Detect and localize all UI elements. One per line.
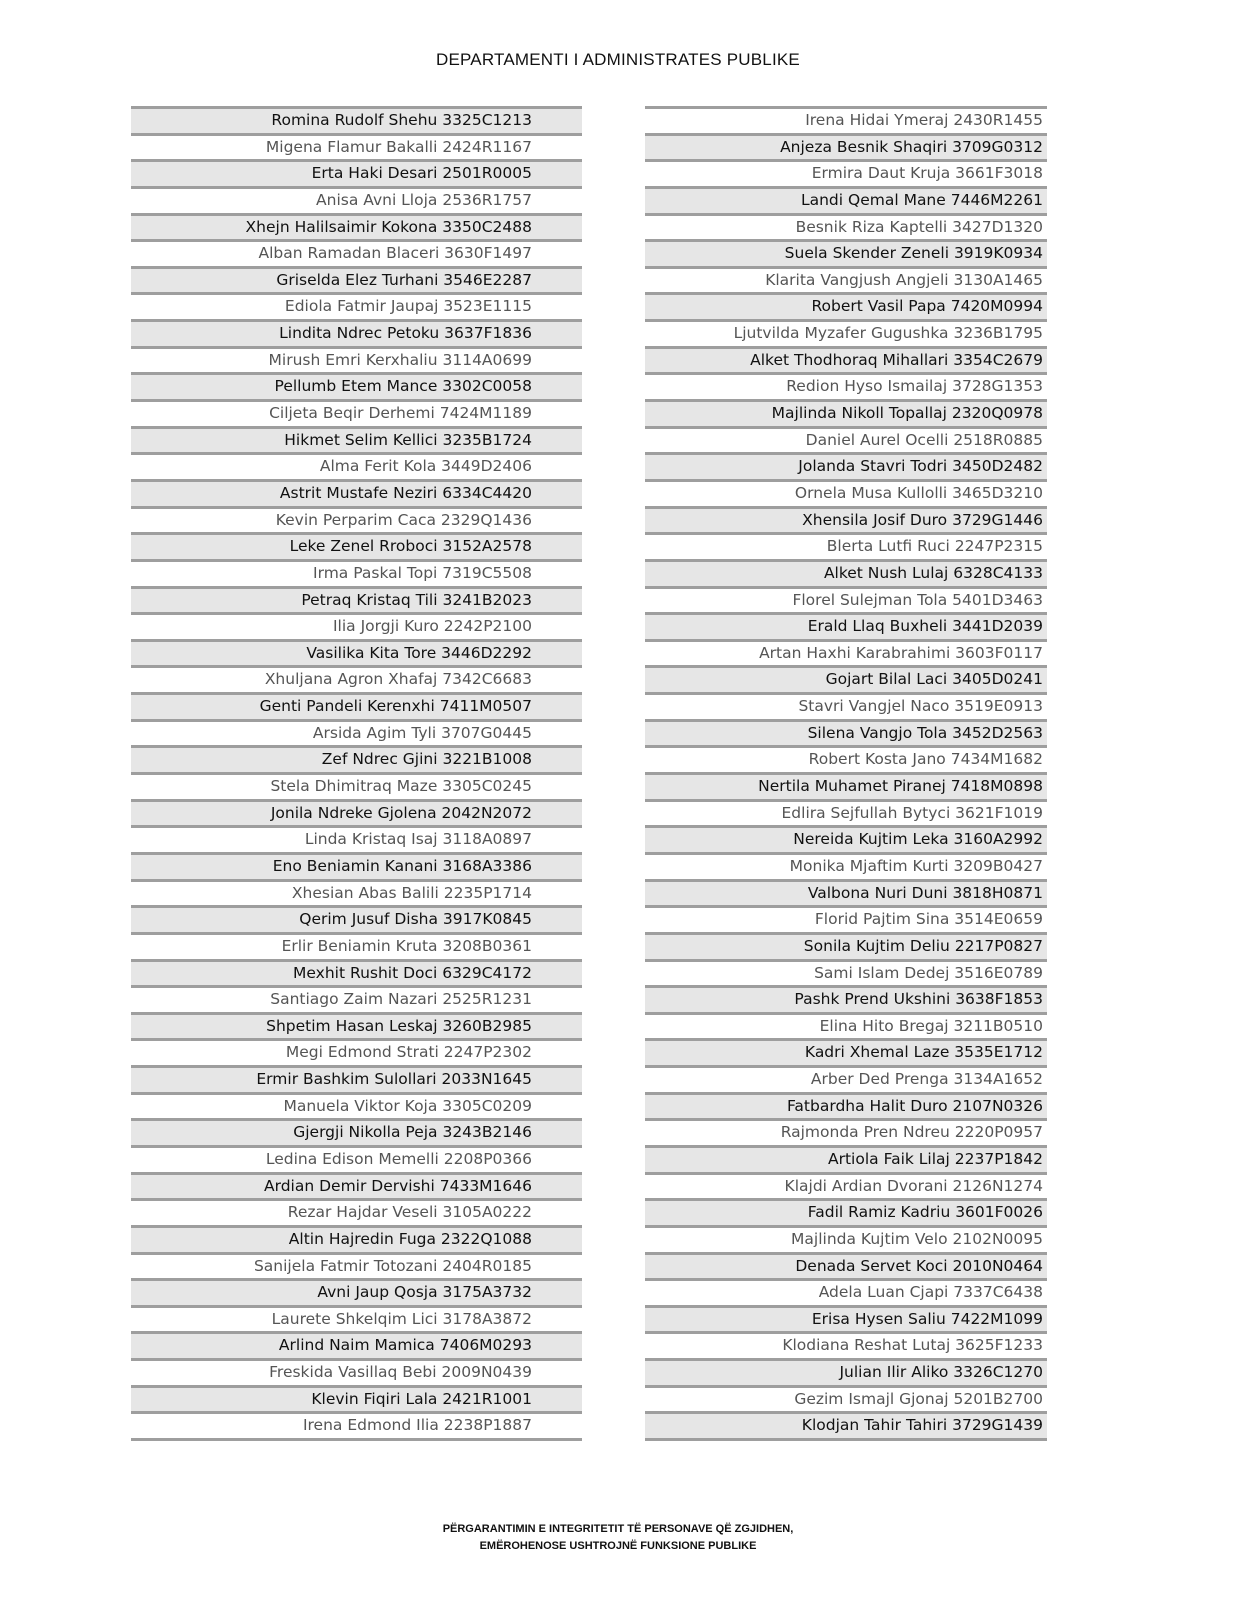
list-item: Altin Hajredin Fuga 2322Q1088 — [131, 1225, 582, 1252]
list-item: Artiola Faik Lilaj 2237P1842 — [645, 1145, 1047, 1172]
list-item: Jonila Ndreke Gjolena 2042N2072 — [131, 799, 582, 826]
list-item: Freskida Vasillaq Bebi 2009N0439 — [131, 1358, 582, 1385]
list-item: Rajmonda Pren Ndreu 2220P0957 — [645, 1118, 1047, 1145]
list-item: Avni Jaup Qosja 3175A3732 — [131, 1278, 582, 1305]
list-item: Ardian Demir Dervishi 7433M1646 — [131, 1172, 582, 1199]
list-item: Rezar Hajdar Veseli 3105A0222 — [131, 1198, 582, 1225]
list-item: Qerim Jusuf Disha 3917K0845 — [131, 905, 582, 932]
footer-line-1: PËRGARANTIMIN E INTEGRITETIT TË PERSONAVE QË ZGJIDHEN, — [442, 1523, 794, 1535]
table-bottom-rule — [131, 1438, 582, 1441]
list-item: Alket Nush Lulaj 6328C4133 — [645, 559, 1047, 586]
list-item: Arsida Agim Tyli 3707G0445 — [131, 719, 582, 746]
list-item: Anjeza Besnik Shaqiri 3709G0312 — [645, 133, 1047, 160]
names-list-right — [645, 106, 1047, 1441]
list-item: Klajdi Ardian Dvorani 2126N1274 — [645, 1172, 1047, 1199]
list-item: Klevin Fiqiri Lala 2421R1001 — [131, 1385, 582, 1412]
list-item: Griselda Elez Turhani 3546E2287 — [131, 266, 582, 293]
list-item: Alma Ferit Kola 3449D2406 — [131, 452, 582, 479]
list-item: Santiago Zaim Nazari 2525R1231 — [131, 985, 582, 1012]
list-item: Blerta Lutfi Ruci 2247P2315 — [645, 532, 1047, 559]
list-item: Adela Luan Cjapi 7337C6438 — [645, 1278, 1047, 1305]
list-item: Irena Edmond Ilia 2238P1887 — [131, 1411, 582, 1438]
list-item: Alket Thodhoraq Mihallari 3354C2679 — [645, 346, 1047, 373]
list-item: Kadri Xhemal Laze 3535E1712 — [645, 1038, 1047, 1065]
list-item: Majlinda Kujtim Velo 2102N0095 — [645, 1225, 1047, 1252]
list-item: Daniel Aurel Ocelli 2518R0885 — [645, 426, 1047, 453]
list-item: Ediola Fatmir Jaupaj 3523E1115 — [131, 292, 582, 319]
list-item: Sanijela Fatmir Totozani 2404R0185 — [131, 1252, 582, 1279]
list-item: Manuela Viktor Koja 3305C0209 — [131, 1092, 582, 1119]
list-item: Erisa Hysen Saliu 7422M1099 — [645, 1305, 1047, 1332]
page-title: DEPARTAMENTI I ADMINISTRATES PUBLIKE — [436, 50, 800, 69]
list-item: Sami Islam Dedej 3516E0789 — [645, 959, 1047, 986]
list-item: Stavri Vangjel Naco 3519E0913 — [645, 692, 1047, 719]
list-item: Besnik Riza Kaptelli 3427D1320 — [645, 213, 1047, 240]
list-item: Xhejn Halilsaimir Kokona 3350C2488 — [131, 213, 582, 240]
list-item: Stela Dhimitraq Maze 3305C0245 — [131, 772, 582, 799]
list-item: Petraq Kristaq Tili 3241B2023 — [131, 586, 582, 613]
list-item: Erald Llaq Buxheli 3441D2039 — [645, 612, 1047, 639]
list-item: Nertila Muhamet Piranej 7418M0898 — [645, 772, 1047, 799]
list-item: Sonila Kujtim Deliu 2217P0827 — [645, 932, 1047, 959]
page-footer — [0, 1521, 1236, 1555]
list-item: Arber Ded Prenga 3134A1652 — [645, 1065, 1047, 1092]
list-item: Irena Hidai Ymeraj 2430R1455 — [645, 106, 1047, 133]
list-item: Mirush Emri Kerxhaliu 3114A0699 — [131, 346, 582, 373]
list-item: Romina Rudolf Shehu 3325C1213 — [131, 106, 582, 133]
list-item: Julian Ilir Aliko 3326C1270 — [645, 1358, 1047, 1385]
list-item: Linda Kristaq Isaj 3118A0897 — [131, 825, 582, 852]
list-item: Erta Haki Desari 2501R0005 — [131, 159, 582, 186]
list-item: Alban Ramadan Blaceri 3630F1497 — [131, 239, 582, 266]
list-item: Vasilika Kita Tore 3446D2292 — [131, 639, 582, 666]
list-item: Ermir Bashkim Sulollari 2033N1645 — [131, 1065, 582, 1092]
list-item: Gjergji Nikolla Peja 3243B2146 — [131, 1118, 582, 1145]
list-item: Shpetim Hasan Leskaj 3260B2985 — [131, 1012, 582, 1039]
list-item: Anisa Avni Lloja 2536R1757 — [131, 186, 582, 213]
list-item: Astrit Mustafe Neziri 6334C4420 — [131, 479, 582, 506]
list-item: Ornela Musa Kullolli 3465D3210 — [645, 479, 1047, 506]
list-item: Edlira Sejfullah Bytyci 3621F1019 — [645, 799, 1047, 826]
list-item: Klarita Vangjush Angjeli 3130A1465 — [645, 266, 1047, 293]
list-item: Elina Hito Bregaj 3211B0510 — [645, 1012, 1047, 1039]
list-item: Fatbardha Halit Duro 2107N0326 — [645, 1092, 1047, 1119]
list-item: Klodjan Tahir Tahiri 3729G1439 — [645, 1411, 1047, 1438]
list-item: Kevin Perparim Caca 2329Q1436 — [131, 506, 582, 533]
list-item: Silena Vangjo Tola 3452D2563 — [645, 719, 1047, 746]
list-item: Monika Mjaftim Kurti 3209B0427 — [645, 852, 1047, 879]
list-item: Florel Sulejman Tola 5401D3463 — [645, 586, 1047, 613]
list-item: Migena Flamur Bakalli 2424R1167 — [131, 133, 582, 160]
list-item: Florid Pajtim Sina 3514E0659 — [645, 905, 1047, 932]
list-item: Robert Kosta Jano 7434M1682 — [645, 745, 1047, 772]
list-item: Artan Haxhi Karabrahimi 3603F0117 — [645, 639, 1047, 666]
list-item: Denada Servet Koci 2010N0464 — [645, 1252, 1047, 1279]
list-item: Eno Beniamin Kanani 3168A3386 — [131, 852, 582, 879]
list-item: Irma Paskal Topi 7319C5508 — [131, 559, 582, 586]
list-item: Megi Edmond Strati 2247P2302 — [131, 1038, 582, 1065]
list-item: Ciljeta Beqir Derhemi 7424M1189 — [131, 399, 582, 426]
list-item: Mexhit Rushit Doci 6329C4172 — [131, 959, 582, 986]
list-item: Jolanda Stavri Todri 3450D2482 — [645, 452, 1047, 479]
list-item: Hikmet Selim Kellici 3235B1724 — [131, 426, 582, 453]
list-item: Landi Qemal Mane 7446M2261 — [645, 186, 1047, 213]
list-item: Erlir Beniamin Kruta 3208B0361 — [131, 932, 582, 959]
list-item: Majlinda Nikoll Topallaj 2320Q0978 — [645, 399, 1047, 426]
list-item: Gezim Ismajl Gjonaj 5201B2700 — [645, 1385, 1047, 1412]
list-item: Ilia Jorgji Kuro 2242P2100 — [131, 612, 582, 639]
list-item: Xhuljana Agron Xhafaj 7342C6683 — [131, 665, 582, 692]
list-item: Genti Pandeli Kerenxhi 7411M0507 — [131, 692, 582, 719]
list-item: Fadil Ramiz Kadriu 3601F0026 — [645, 1198, 1047, 1225]
list-item: Robert Vasil Papa 7420M0994 — [645, 292, 1047, 319]
list-item: Ljutvilda Myzafer Gugushka 3236B1795 — [645, 319, 1047, 346]
names-list-left — [131, 106, 582, 1441]
list-item: Pellumb Etem Mance 3302C0058 — [131, 372, 582, 399]
footer-line-2: EMËROHENOSE USHTROJNË FUNKSIONE PUBLIKE — [479, 1540, 757, 1552]
list-item: Xhensila Josif Duro 3729G1446 — [645, 506, 1047, 533]
list-item: Leke Zenel Rroboci 3152A2578 — [131, 532, 582, 559]
table-bottom-rule — [645, 1438, 1047, 1441]
list-item: Zef Ndrec Gjini 3221B1008 — [131, 745, 582, 772]
list-item: Pashk Prend Ukshini 3638F1853 — [645, 985, 1047, 1012]
list-item: Arlind Naim Mamica 7406M0293 — [131, 1331, 582, 1358]
list-item: Gojart Bilal Laci 3405D0241 — [645, 665, 1047, 692]
list-item: Ledina Edison Memelli 2208P0366 — [131, 1145, 582, 1172]
list-item: Valbona Nuri Duni 3818H0871 — [645, 879, 1047, 906]
list-item: Laurete Shkelqim Lici 3178A3872 — [131, 1305, 582, 1332]
list-item: Suela Skender Zeneli 3919K0934 — [645, 239, 1047, 266]
list-item: Lindita Ndrec Petoku 3637F1836 — [131, 319, 582, 346]
list-item: Nereida Kujtim Leka 3160A2992 — [645, 825, 1047, 852]
list-item: Redion Hyso Ismailaj 3728G1353 — [645, 372, 1047, 399]
list-item: Ermira Daut Kruja 3661F3018 — [645, 159, 1047, 186]
list-item: Xhesian Abas Balili 2235P1714 — [131, 879, 582, 906]
list-item: Klodiana Reshat Lutaj 3625F1233 — [645, 1331, 1047, 1358]
